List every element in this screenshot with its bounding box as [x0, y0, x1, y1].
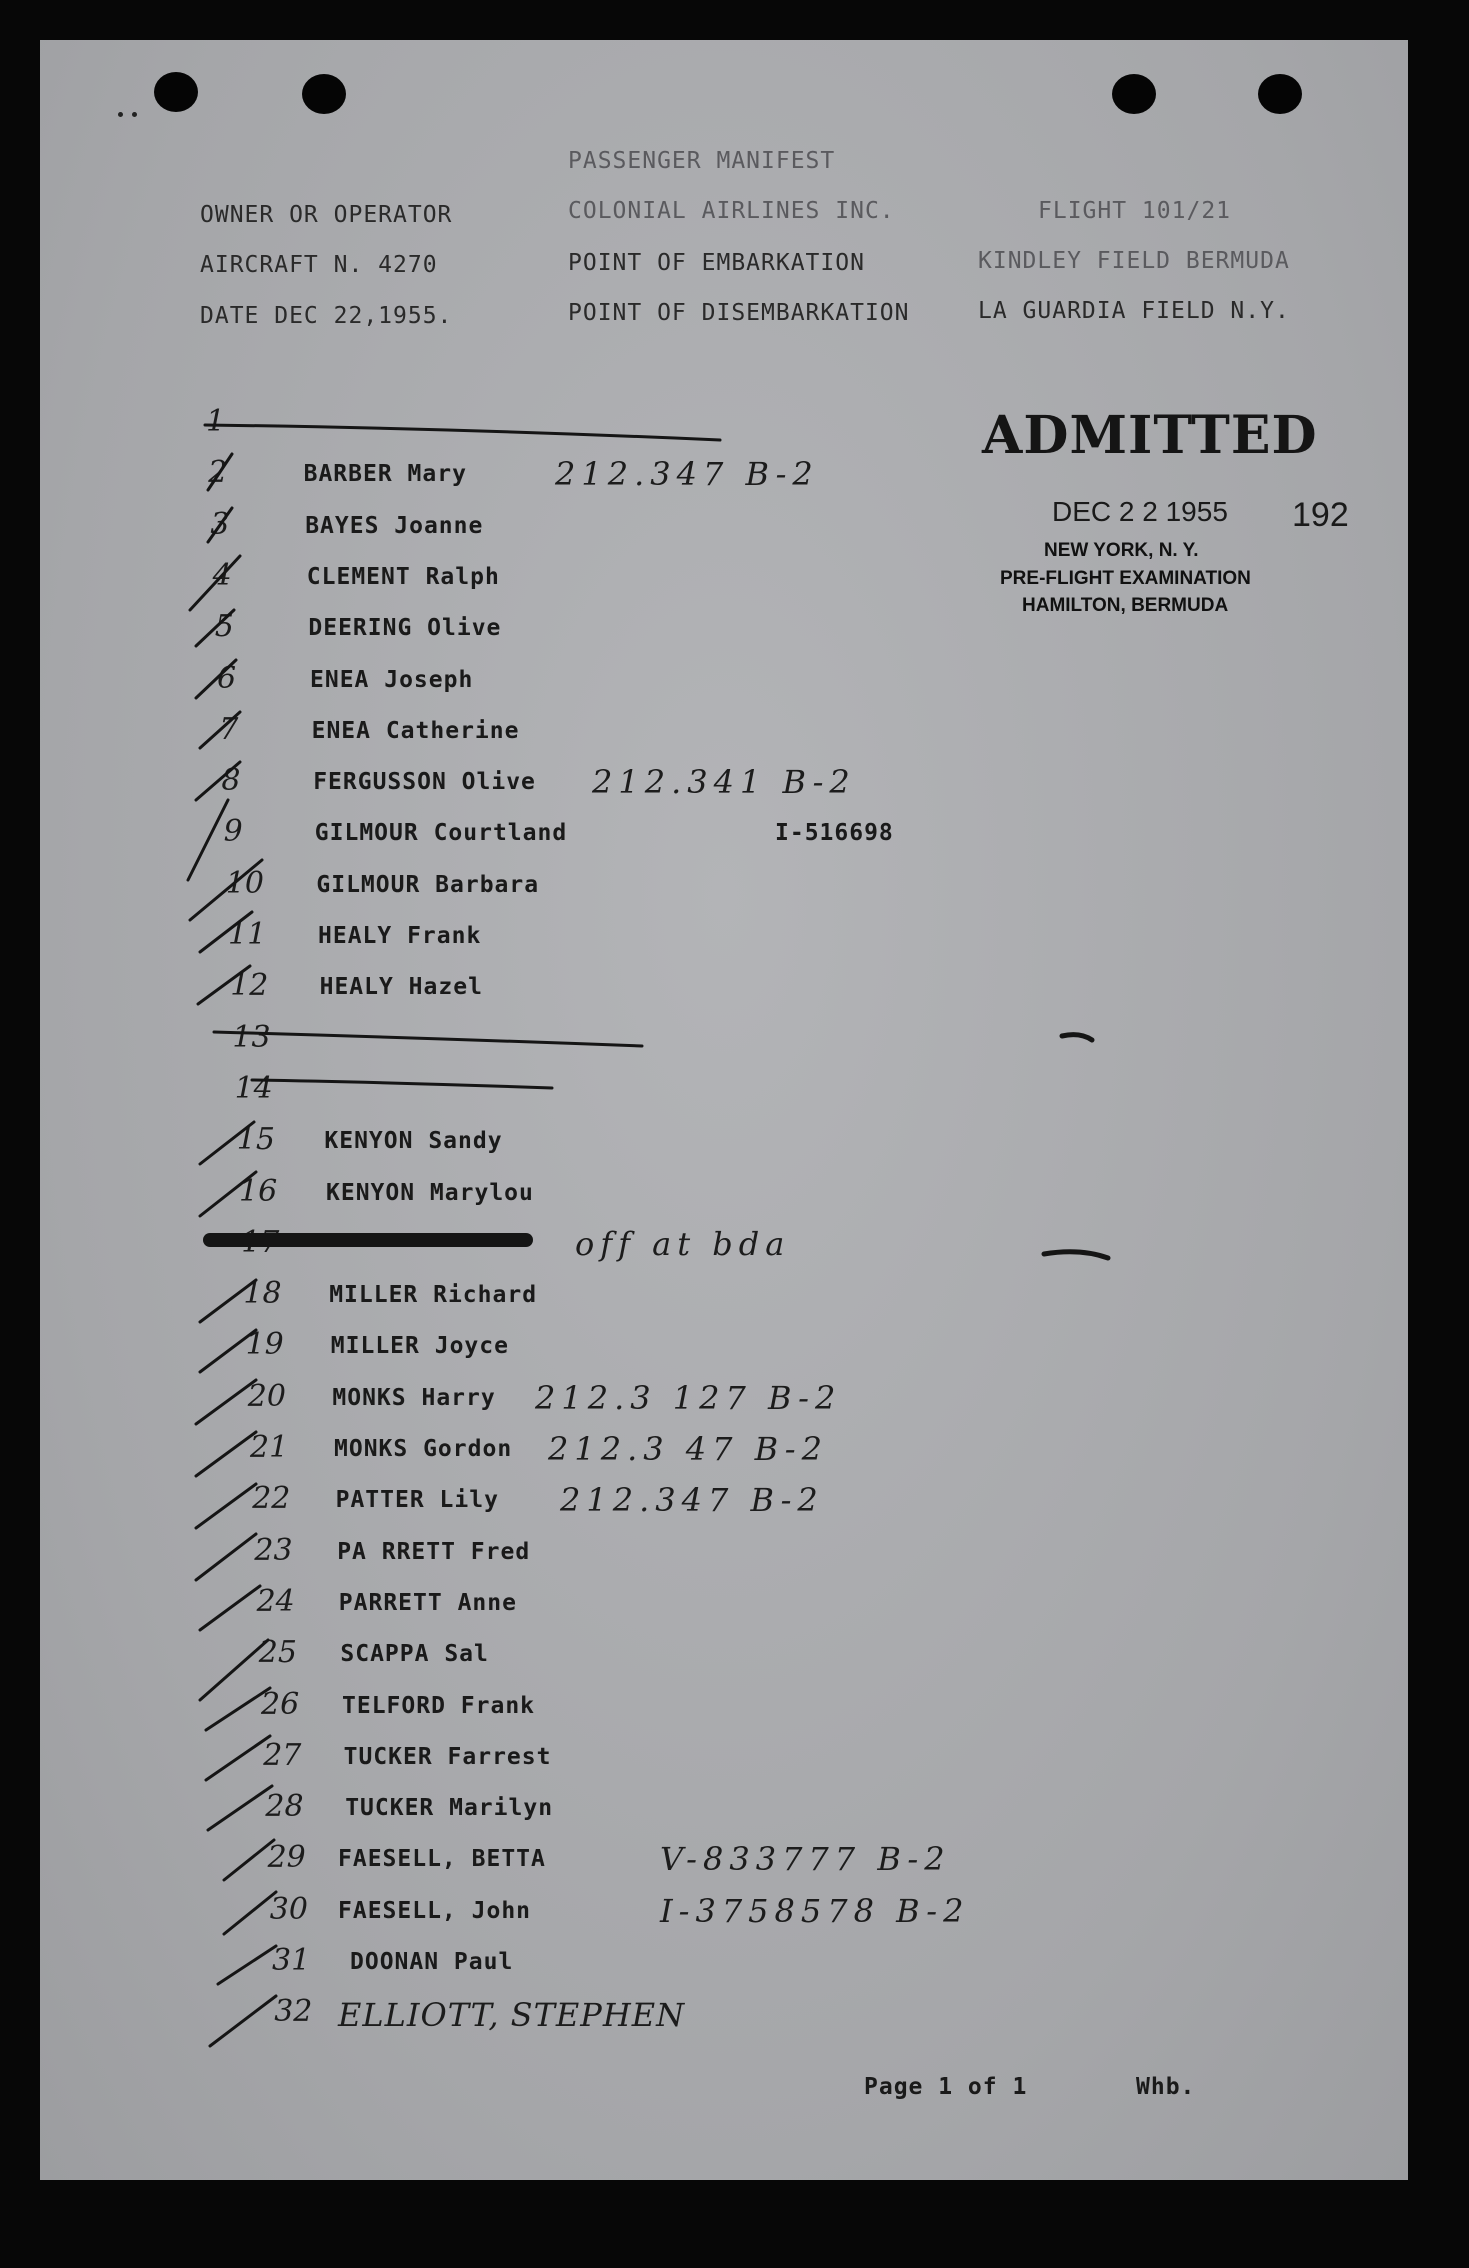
handwritten-note: off at bda	[575, 1224, 791, 1263]
tick	[224, 1840, 274, 1880]
passenger-name: GILMOUR Courtland	[314, 820, 568, 847]
tick	[198, 966, 250, 1004]
disembark-value: LA GUARDIA FIELD N.Y.	[978, 298, 1290, 324]
admitted-stamp-title: ADMITTED	[982, 405, 1318, 466]
row-1-strike	[205, 425, 720, 440]
row-number: 19	[245, 1327, 284, 1363]
admitted-stamp-line1: NEW YORK, N. Y.	[1044, 540, 1199, 561]
tick	[196, 610, 234, 646]
admitted-stamp-line2: PRE-FLIGHT EXAMINATION	[1000, 568, 1251, 589]
stray-dash	[1062, 1035, 1092, 1040]
owner-label: OWNER OR OPERATOR	[200, 202, 453, 228]
alien-registration-number: I-516698	[775, 820, 894, 847]
flight-number: FLIGHT 101/21	[1038, 198, 1232, 224]
passenger-name: FAESELL, John	[338, 1897, 532, 1924]
handwritten-note: I-3758578 B-2	[660, 1891, 970, 1930]
tick	[208, 1786, 272, 1830]
passenger-name: MONKS Harry	[332, 1384, 496, 1411]
row-number: 28	[265, 1789, 304, 1825]
row-number: 12	[230, 968, 269, 1004]
row-number: 7	[219, 711, 239, 747]
row-number: 24	[256, 1583, 295, 1619]
tick	[206, 1736, 270, 1780]
passenger-name: TUCKER Farrest	[343, 1743, 552, 1770]
passenger-name: MILLER Joyce	[330, 1333, 509, 1360]
tick	[218, 1946, 276, 1984]
passenger-name: BARBER Mary	[303, 461, 467, 488]
tick	[208, 454, 232, 490]
handwritten-note: V-833777 B-2	[660, 1840, 951, 1879]
handwritten-note: 212.3 47 B-2	[548, 1430, 828, 1468]
passenger-name: PARRETT Anne	[338, 1589, 517, 1616]
row-number: 26	[261, 1686, 300, 1722]
admitted-stamp-number: 192	[1292, 496, 1349, 534]
row-number: 9	[223, 814, 243, 850]
embark-value: KINDLEY FIELD BERMUDA	[978, 248, 1290, 274]
row-number: 2	[208, 455, 228, 491]
disembark-label: POINT OF DISEMBARKATION	[568, 300, 910, 326]
tick	[208, 508, 232, 542]
row-number: 4	[212, 557, 232, 593]
row-number: 31	[272, 1943, 311, 1978]
row-number: 30	[269, 1891, 308, 1927]
handwritten-note: 212.347 B-2	[555, 455, 819, 494]
tick	[200, 712, 240, 748]
row-number: 23	[254, 1532, 293, 1568]
tick	[196, 660, 236, 698]
tick	[200, 1172, 256, 1216]
passenger-name: SCAPPA Sal	[340, 1641, 489, 1668]
row-number: 8	[221, 763, 241, 799]
row-number: 3	[210, 506, 230, 542]
row-number: 20	[247, 1378, 286, 1414]
row-number: 10	[225, 865, 264, 901]
passenger-name: FERGUSSON Olive	[313, 769, 536, 796]
tick	[196, 1534, 256, 1580]
tick	[200, 1586, 260, 1630]
page-indicator: Page 1 of 1	[864, 2074, 1028, 2100]
embark-label: POINT OF EMBARKATION	[568, 250, 865, 276]
tick	[196, 1380, 256, 1424]
passenger-name: PA RRETT Fred	[337, 1538, 531, 1565]
clerk-initials: Whb.	[1136, 2074, 1196, 2100]
passenger-name: ENEA Joseph	[310, 666, 474, 693]
row-number: 5	[214, 609, 234, 645]
passenger-name: TELFORD Frank	[342, 1692, 536, 1719]
row-number: 1	[206, 404, 226, 439]
row-number: 13	[232, 1019, 271, 1055]
row-number: 17	[241, 1224, 280, 1260]
passenger-name: MILLER Richard	[329, 1282, 538, 1309]
manifest-title: PASSENGER MANIFEST	[568, 148, 836, 174]
passenger-name: HEALY Frank	[318, 923, 482, 949]
admitted-stamp-date: DEC 2 2 1955	[1052, 496, 1228, 527]
passenger-name: KENYON Marylou	[326, 1179, 534, 1206]
aircraft-number: AIRCRAFT N. 4270	[200, 252, 438, 278]
row-number: 32	[274, 1994, 313, 2030]
row-number: 21	[250, 1430, 289, 1465]
passenger-name: KENYON Sandy	[324, 1128, 503, 1155]
passenger-name: DOONAN Paul	[350, 1949, 514, 1975]
passenger-name: HEALY Hazel	[319, 974, 483, 1001]
handwritten-note: 212.341 B-2	[592, 763, 856, 802]
passenger-name: ENEA Catherine	[311, 717, 520, 744]
handwritten-note: 212.3 127 B-2	[535, 1378, 842, 1417]
tick	[196, 762, 240, 800]
tick	[196, 1484, 256, 1528]
row-number: 18	[243, 1276, 282, 1312]
row-number: 15	[236, 1122, 275, 1158]
passenger-name: TUCKER Marilyn	[345, 1795, 554, 1822]
admitted-stamp-line3: HAMILTON, BERMUDA	[1022, 595, 1229, 616]
handwritten-note: 212.347 B-2	[560, 1481, 824, 1520]
passenger-name: DEERING Olive	[308, 615, 502, 642]
tick	[200, 1330, 256, 1372]
row-number: 6	[217, 660, 237, 696]
tick	[224, 1892, 276, 1934]
tick	[200, 912, 252, 952]
row-14-strike	[252, 1080, 552, 1088]
tick	[210, 1996, 276, 2046]
tick	[200, 1280, 256, 1322]
tick	[196, 1432, 256, 1476]
stray-dash	[1044, 1252, 1108, 1258]
tick	[188, 800, 228, 880]
row-number: 16	[239, 1173, 278, 1209]
tick	[200, 1640, 268, 1700]
tick	[190, 556, 240, 610]
passenger-name: FAESELL, BETTA	[338, 1846, 546, 1873]
tick	[206, 1688, 270, 1730]
row-number: 11	[228, 917, 267, 952]
passenger-name: GILMOUR Barbara	[316, 871, 540, 898]
passenger-name: PATTER Lily	[335, 1487, 499, 1514]
owner-value: COLONIAL AIRLINES INC.	[568, 198, 895, 224]
row-13-strike	[214, 1032, 642, 1046]
row-number: 22	[252, 1481, 291, 1517]
tick	[200, 1122, 254, 1164]
row-number: 27	[263, 1737, 302, 1773]
passenger-name: BAYES Joanne	[305, 512, 484, 539]
row-number: 25	[258, 1635, 297, 1671]
passenger-name: CLEMENT Ralph	[306, 563, 500, 590]
row-number: 14	[234, 1070, 273, 1106]
manifest-date: DATE DEC 22,1955.	[200, 303, 453, 329]
row-number: 29	[267, 1840, 306, 1876]
passenger-name: MONKS Gordon	[334, 1436, 513, 1462]
passenger-name: ELLIOTT, STEPHEN	[338, 1996, 686, 2035]
